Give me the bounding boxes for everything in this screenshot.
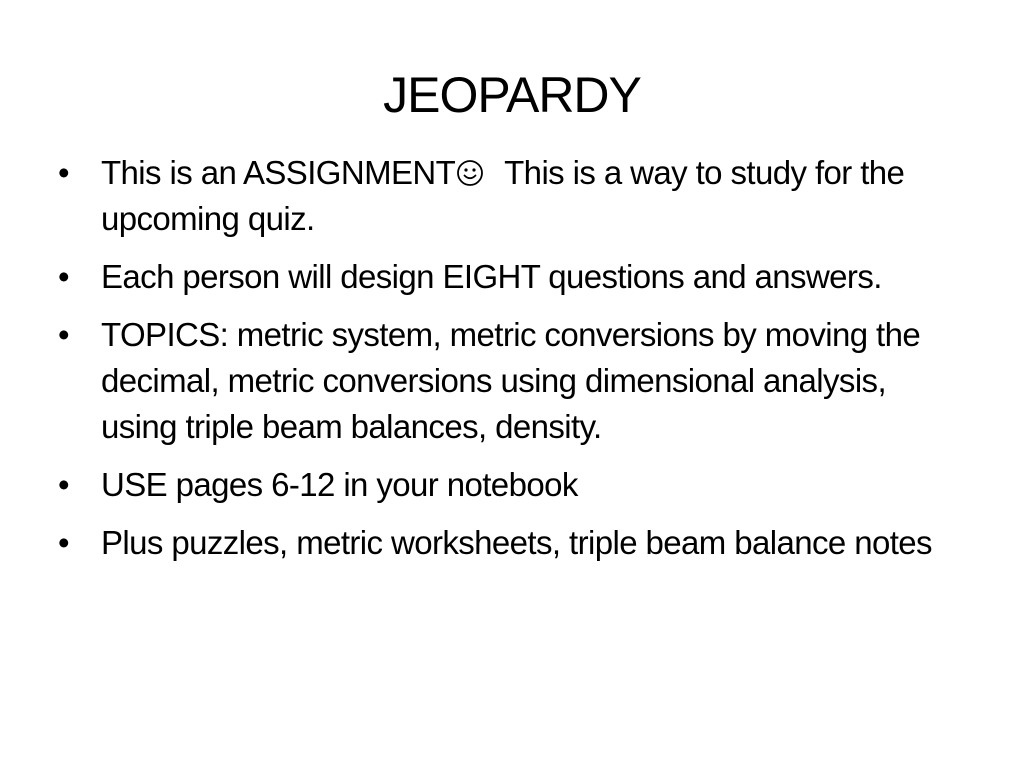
bullet-text: TOPICS: metric system, metric conversions by moving the decimal, metric conversions using dimensional analysis, using triple beam balances, density. bbox=[101, 316, 921, 445]
bullet-icon: • bbox=[58, 466, 69, 503]
bullet-list bbox=[58, 150, 968, 578]
bullet-text-part: This is an ASSIGNMENT bbox=[101, 154, 456, 191]
bullet-icon: • bbox=[58, 258, 69, 295]
smiley-icon bbox=[456, 159, 484, 187]
bullet-text: Each person will design EIGHT questions and answers. bbox=[101, 258, 882, 295]
bullet-icon: • bbox=[58, 524, 69, 561]
bullet-icon: • bbox=[58, 154, 69, 191]
bullet-icon: • bbox=[58, 316, 69, 353]
bullet-text-part: This is a way to study for the upcoming quiz. bbox=[101, 154, 905, 237]
bullet-item-assignment bbox=[58, 150, 968, 242]
bullet-item-design bbox=[58, 254, 968, 300]
bullet-item-topics bbox=[58, 312, 968, 450]
bullet-text: Plus puzzles, metric worksheets, triple beam balance notes bbox=[101, 524, 932, 561]
bullet-item-extras bbox=[58, 520, 968, 566]
slide-title: JEOPARDY bbox=[383, 67, 641, 123]
bullet-item-pages bbox=[58, 462, 968, 508]
bullet-text: USE pages 6-12 in your notebook bbox=[101, 466, 578, 503]
